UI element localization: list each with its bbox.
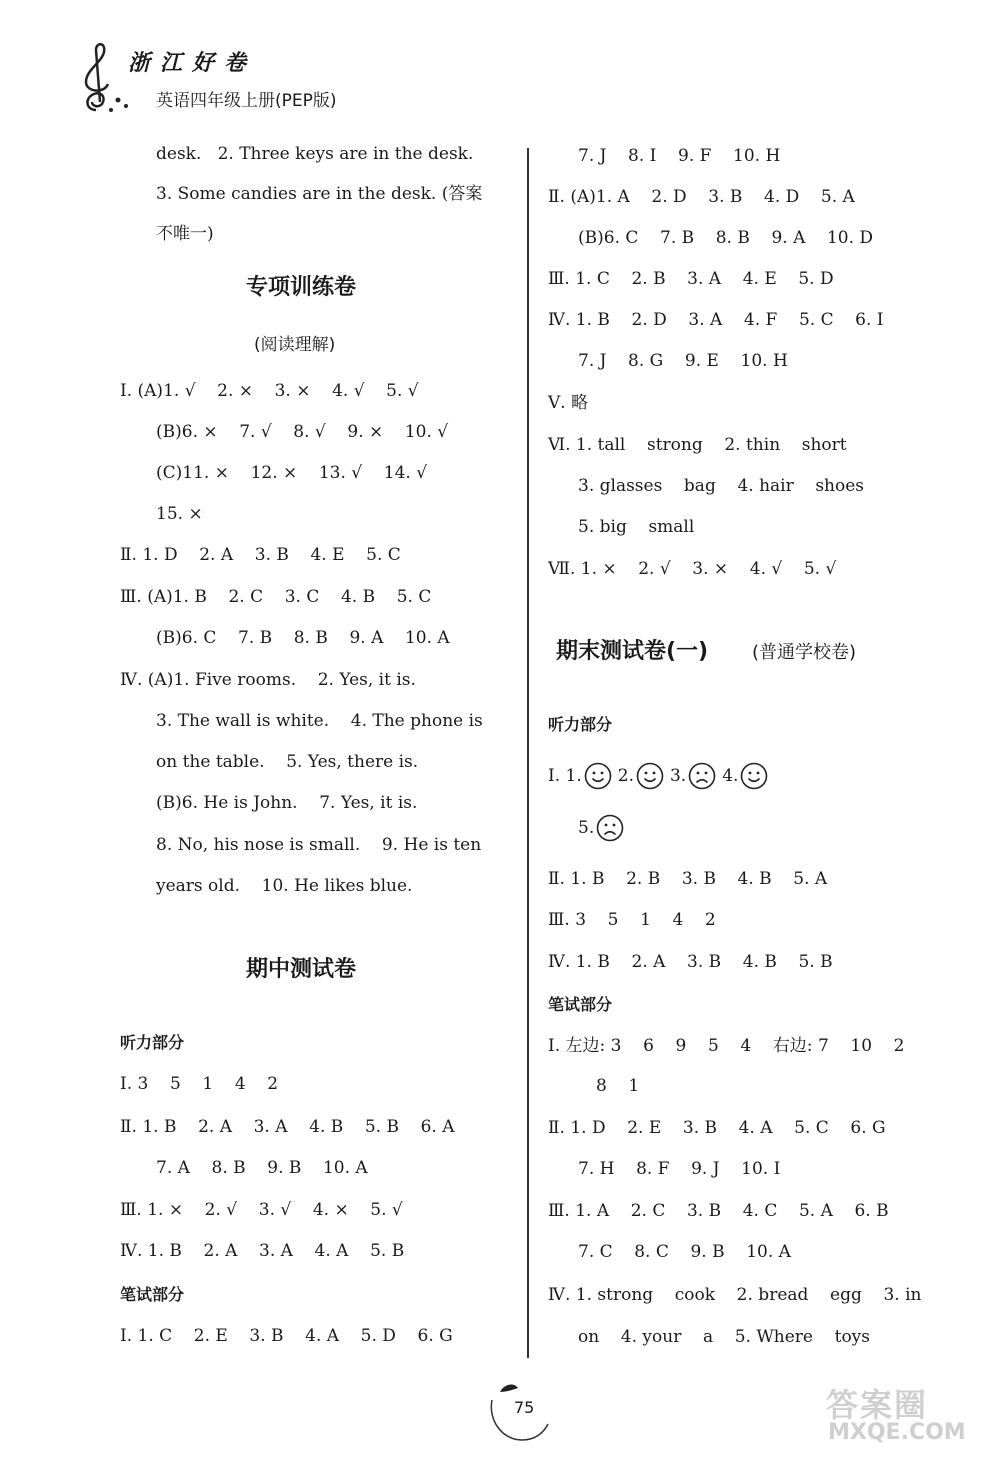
answer-line: Ⅶ. 1. × 2. √ 3. × 4. √ 5. √: [548, 559, 837, 579]
answer-line: Ⅳ. 1. B 2. D 3. A 4. F 5. C 6. I: [548, 310, 884, 330]
sad-face-icon: [596, 814, 624, 842]
answer-line: Ⅴ. 略: [548, 393, 589, 413]
answer-line: (B)6. × 7. √ 8. √ 9. × 10. √: [156, 422, 449, 442]
answer-line: desk. 2. Three keys are in the desk.: [156, 144, 474, 164]
answer-line: (C)11. × 12. × 13. √ 14. √: [156, 463, 428, 483]
answer-line: Ⅰ. (A)1. √ 2. × 3. × 4. √ 5. √: [120, 381, 419, 401]
sad-face-icon: [688, 762, 716, 790]
part-heading-listening: 听力部分: [120, 1033, 185, 1052]
answer-line: Ⅳ. 1. B 2. A 3. B 4. B 5. B: [548, 952, 833, 972]
answer-line: years old. 10. He likes blue.: [156, 876, 413, 896]
answer-line: 8 1: [596, 1076, 640, 1096]
answer-line: Ⅵ. 1. tall strong 2. thin short: [548, 435, 847, 455]
book-series-title: 浙江好卷: [128, 51, 257, 76]
answer-line: Ⅱ. (A)1. A 2. D 3. B 4. D 5. A: [548, 187, 855, 207]
part-heading-listening: 听力部分: [548, 715, 613, 734]
face-answer-row: [578, 812, 630, 844]
answer-line: 3. The wall is white. 4. The phone is: [156, 711, 483, 731]
answer-line: Ⅲ. (A)1. B 2. C 3. C 4. B 5. C: [120, 587, 432, 607]
book-subtitle: 英语四年级上册(PEP版): [156, 91, 337, 111]
answer-line: 7. A 8. B 9. B 10. A: [156, 1158, 368, 1178]
section-title-midterm: 期中测试卷: [246, 957, 357, 982]
answer-line: 7. J 8. I 9. F 10. H: [578, 146, 781, 166]
answer-line: 5. big small: [578, 517, 695, 537]
section-title-final-exam: 期末测试卷(一): [556, 639, 709, 664]
section-title-special-training: 专项训练卷: [246, 275, 357, 300]
section-subtitle-school: (普通学校卷): [752, 642, 857, 663]
answer-line: on the table. 5. Yes, there is.: [156, 752, 419, 772]
answer-label: Ⅰ. 1.: [548, 766, 582, 786]
answer-line: 7. H 8. F 9. J 10. I: [578, 1159, 781, 1179]
answer-line: Ⅰ. 3 5 1 4 2: [120, 1074, 279, 1094]
answer-line: on 4. your a 5. Where toys: [578, 1327, 871, 1347]
part-heading-written: 笔试部分: [548, 995, 613, 1014]
answer-line: 7. J 8. G 9. E 10. H: [578, 351, 788, 371]
answer-line: 3. Some candies are in the desk. (答案: [156, 184, 483, 204]
answer-label: 3.: [669, 766, 687, 786]
page-number: 75: [514, 1398, 535, 1417]
answer-line: 不唯一): [156, 224, 214, 244]
answer-line: Ⅱ. 1. D 2. E 3. B 4. A 5. C 6. G: [548, 1118, 886, 1138]
watermark: MXQE.COM: [828, 1420, 966, 1445]
answer-line: (B)6. C 7. B 8. B 9. A 10. D: [578, 228, 874, 248]
answer-line: 8. No, his nose is small. 9. He is ten: [156, 835, 482, 855]
answer-line: Ⅳ. 1. B 2. A 3. A 4. A 5. B: [120, 1241, 405, 1261]
answer-line: Ⅰ. 左边: 3 6 9 5 4 右边: 7 10 2: [548, 1036, 905, 1056]
answer-line: Ⅱ. 1. D 2. A 3. B 4. E 5. C: [120, 545, 401, 565]
answer-line: Ⅱ. 1. B 2. B 3. B 4. B 5. A: [548, 869, 828, 889]
answer-label: 4.: [722, 766, 739, 786]
answer-label: 2.: [617, 766, 634, 786]
answer-line: 7. C 8. C 9. B 10. A: [578, 1242, 791, 1262]
answer-line: Ⅳ. 1. strong cook 2. bread egg 3. in: [548, 1285, 922, 1305]
smiley-face-icon: [740, 762, 768, 790]
answer-line: Ⅲ. 1. A 2. C 3. B 4. C 5. A 6. B: [548, 1201, 889, 1221]
smiley-face-icon: [636, 762, 664, 790]
answer-line: 15. ×: [156, 504, 203, 524]
answer-line: (B)6. He is John. 7. Yes, it is.: [156, 793, 418, 813]
column-divider: [527, 148, 529, 1358]
answer-line: Ⅰ. 1. C 2. E 3. B 4. A 5. D 6. G: [120, 1326, 453, 1346]
smiley-face-icon: [584, 762, 612, 790]
part-heading-written: 笔试部分: [120, 1285, 185, 1304]
answer-line: Ⅳ. (A)1. Five rooms. 2. Yes, it is.: [120, 670, 416, 690]
answer-label: 5.: [578, 818, 595, 838]
answer-line: Ⅲ. 1. × 2. √ 3. √ 4. × 5. √: [120, 1200, 403, 1220]
answer-line: (B)6. C 7. B 8. B 9. A 10. A: [156, 628, 450, 648]
answer-line: Ⅲ. 3 5 1 4 2: [548, 910, 716, 930]
answer-line: Ⅱ. 1. B 2. A 3. A 4. B 5. B 6. A: [120, 1117, 455, 1137]
section-subtitle-reading: (阅读理解): [254, 335, 336, 355]
answer-line: Ⅲ. 1. C 2. B 3. A 4. E 5. D: [548, 269, 834, 289]
watermark: 答案圈: [826, 1386, 929, 1424]
answer-line: 3. glasses bag 4. hair shoes: [578, 476, 865, 496]
face-answer-row: [548, 760, 774, 792]
